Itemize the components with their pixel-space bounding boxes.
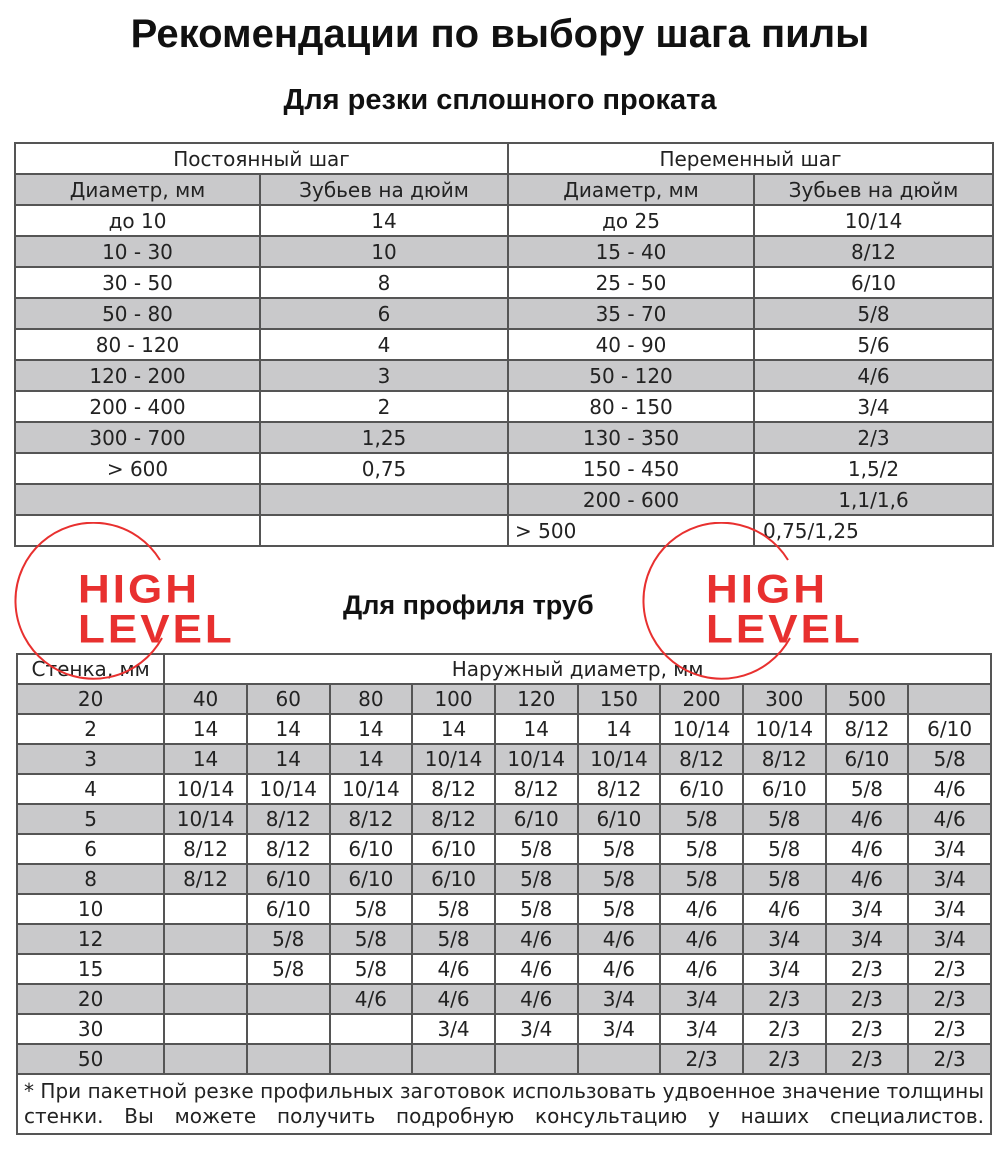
- column-header-row: [15, 174, 993, 205]
- teeth-value-cell: 5/8: [495, 894, 578, 924]
- constant-diameter-cell: 30 - 50: [15, 267, 260, 298]
- tube-profile-table: [16, 653, 992, 1135]
- outer-diameter-header: Наружный диаметр, мм: [164, 654, 991, 684]
- constant-teeth-cell: 0,75: [260, 453, 508, 484]
- diameter-header: Диаметр, мм: [15, 174, 260, 205]
- teeth-value-cell: 8/12: [412, 804, 495, 834]
- teeth-value-cell: 5/8: [330, 954, 413, 984]
- constant-diameter-cell: [15, 484, 260, 515]
- table-row: [15, 267, 993, 298]
- teeth-value-cell: 10/14: [164, 804, 247, 834]
- variable-diameter-cell: 200 - 600: [508, 484, 754, 515]
- teeth-value-cell: [247, 1014, 330, 1044]
- teeth-header: Зубьев на дюйм: [260, 174, 508, 205]
- teeth-value-cell: [164, 1044, 247, 1074]
- teeth-value-cell: 4/6: [743, 894, 826, 924]
- constant-teeth-cell: 8: [260, 267, 508, 298]
- teeth-value-cell: 2/3: [826, 954, 909, 984]
- constant-diameter-cell: 120 - 200: [15, 360, 260, 391]
- teeth-value-cell: 4/6: [660, 954, 743, 984]
- diameter-value-cell: 150: [578, 684, 661, 714]
- teeth-value-cell: 2/3: [743, 1044, 826, 1074]
- table-row: [15, 360, 993, 391]
- teeth-value-cell: 5/8: [660, 804, 743, 834]
- solid-stock-table: [14, 142, 994, 547]
- teeth-value-cell: 5/8: [660, 864, 743, 894]
- table-row: [15, 391, 993, 422]
- diameter-value-cell: [908, 684, 991, 714]
- variable-diameter-cell: 80 - 150: [508, 391, 754, 422]
- teeth-value-cell: 4/6: [412, 984, 495, 1014]
- teeth-value-cell: 5/8: [247, 924, 330, 954]
- teeth-value-cell: [330, 1014, 413, 1044]
- teeth-value-cell: [330, 1044, 413, 1074]
- teeth-value-cell: 5/8: [247, 954, 330, 984]
- teeth-value-cell: 4/6: [495, 924, 578, 954]
- table-row: [17, 804, 991, 834]
- diameter-value-cell: 100: [412, 684, 495, 714]
- variable-teeth-cell: 2/3: [754, 422, 993, 453]
- teeth-value-cell: 5/8: [412, 924, 495, 954]
- table-row: [17, 834, 991, 864]
- diameter-value-cell: 200: [660, 684, 743, 714]
- wall-thickness-cell: 12: [17, 924, 164, 954]
- teeth-value-cell: [247, 1044, 330, 1074]
- teeth-value-cell: 4/6: [495, 984, 578, 1014]
- teeth-value-cell: 10/14: [743, 714, 826, 744]
- table-row: [17, 774, 991, 804]
- table-row: [17, 714, 991, 744]
- teeth-value-cell: 2/3: [743, 984, 826, 1014]
- teeth-value-cell: 10/14: [247, 774, 330, 804]
- teeth-value-cell: 3/4: [578, 984, 661, 1014]
- logo-line-level: LEVEL: [706, 607, 863, 652]
- constant-pitch-header: Постоянный шаг: [15, 143, 508, 174]
- teeth-value-cell: 6/10: [660, 774, 743, 804]
- wall-header: Стенка, мм: [17, 654, 164, 684]
- constant-diameter-cell: 300 - 700: [15, 422, 260, 453]
- teeth-value-cell: 14: [495, 714, 578, 744]
- teeth-value-cell: 6/10: [330, 834, 413, 864]
- variable-teeth-cell: 0,75/1,25: [754, 515, 993, 546]
- teeth-value-cell: [578, 1044, 661, 1074]
- teeth-value-cell: 10/14: [578, 744, 661, 774]
- teeth-value-cell: 3/4: [660, 984, 743, 1014]
- teeth-value-cell: 6/10: [826, 744, 909, 774]
- group-header-row: [15, 143, 993, 174]
- table-row: [15, 453, 993, 484]
- teeth-value-cell: 14: [164, 714, 247, 744]
- constant-teeth-cell: 6: [260, 298, 508, 329]
- teeth-value-cell: 4/6: [578, 924, 661, 954]
- teeth-value-cell: 4/6: [495, 954, 578, 984]
- wall-thickness-cell: 6: [17, 834, 164, 864]
- diameter-value-cell: 80: [330, 684, 413, 714]
- teeth-value-cell: 2/3: [826, 1014, 909, 1044]
- teeth-value-cell: 14: [247, 714, 330, 744]
- variable-diameter-cell: 15 - 40: [508, 236, 754, 267]
- constant-teeth-cell: 10: [260, 236, 508, 267]
- teeth-value-cell: 14: [412, 714, 495, 744]
- teeth-value-cell: 5/8: [908, 744, 991, 774]
- teeth-value-cell: 2/3: [660, 1044, 743, 1074]
- footnote-row: [17, 1074, 991, 1134]
- teeth-value-cell: 10/14: [330, 774, 413, 804]
- teeth-value-cell: 8/12: [330, 804, 413, 834]
- teeth-value-cell: 4/6: [908, 774, 991, 804]
- variable-diameter-cell: 40 - 90: [508, 329, 754, 360]
- wall-thickness-cell: 4: [17, 774, 164, 804]
- wall-thickness-cell: 2: [17, 714, 164, 744]
- teeth-value-cell: 4/6: [826, 864, 909, 894]
- wall-thickness-cell: 20: [17, 984, 164, 1014]
- teeth-value-cell: 4/6: [660, 894, 743, 924]
- variable-diameter-cell: 25 - 50: [508, 267, 754, 298]
- teeth-value-cell: 6/10: [578, 804, 661, 834]
- teeth-value-cell: 8/12: [660, 744, 743, 774]
- teeth-value-cell: [247, 984, 330, 1014]
- teeth-value-cell: 14: [164, 744, 247, 774]
- diameter-value-cell: 60: [247, 684, 330, 714]
- wall-thickness-cell: 8: [17, 864, 164, 894]
- variable-diameter-cell: 50 - 120: [508, 360, 754, 391]
- logo-line-high: HIGH: [78, 567, 200, 612]
- variable-diameter-cell: 150 - 450: [508, 453, 754, 484]
- teeth-value-cell: 10/14: [495, 744, 578, 774]
- diameter-value-cell: 40: [164, 684, 247, 714]
- footnote: * При пакетной резке профильных заготовок использовать удвоенное значение толщины стенки. Вы можете получить подробную консультацию у наших специалистов.: [17, 1074, 991, 1134]
- teeth-value-cell: [412, 1044, 495, 1074]
- constant-diameter-cell: 80 - 120: [15, 329, 260, 360]
- constant-teeth-cell: 3: [260, 360, 508, 391]
- table-row: [17, 954, 991, 984]
- diameter-value-cell: 500: [826, 684, 909, 714]
- teeth-value-cell: 5/8: [330, 924, 413, 954]
- teeth-value-cell: 2/3: [908, 954, 991, 984]
- table-row: [17, 1044, 991, 1074]
- logo-line-high: HIGH: [706, 567, 828, 612]
- wall-thickness-cell: 50: [17, 1044, 164, 1074]
- wall-thickness-cell: 5: [17, 804, 164, 834]
- wall-thickness-cell: 30: [17, 1014, 164, 1044]
- teeth-value-cell: 2/3: [908, 1014, 991, 1044]
- table-row: [17, 924, 991, 954]
- table-row: [17, 894, 991, 924]
- teeth-value-cell: 14: [330, 744, 413, 774]
- constant-teeth-cell: [260, 484, 508, 515]
- teeth-value-cell: 6/10: [412, 864, 495, 894]
- table-row: [15, 484, 993, 515]
- variable-teeth-cell: 10/14: [754, 205, 993, 236]
- teeth-value-cell: 5/8: [578, 864, 661, 894]
- teeth-value-cell: 6/10: [495, 804, 578, 834]
- teeth-value-cell: 14: [578, 714, 661, 744]
- variable-teeth-cell: 4/6: [754, 360, 993, 391]
- variable-teeth-cell: 8/12: [754, 236, 993, 267]
- teeth-value-cell: 2/3: [908, 1044, 991, 1074]
- teeth-header: Зубьев на дюйм: [754, 174, 993, 205]
- constant-teeth-cell: 14: [260, 205, 508, 236]
- table-row: [17, 1014, 991, 1044]
- teeth-value-cell: 6/10: [247, 864, 330, 894]
- teeth-value-cell: 4/6: [826, 834, 909, 864]
- teeth-value-cell: 5/8: [743, 864, 826, 894]
- teeth-value-cell: 5/8: [826, 774, 909, 804]
- teeth-value-cell: 3/4: [826, 894, 909, 924]
- teeth-value-cell: 5/8: [412, 894, 495, 924]
- teeth-value-cell: 14: [247, 744, 330, 774]
- teeth-value-cell: 6/10: [247, 894, 330, 924]
- variable-diameter-cell: до 25: [508, 205, 754, 236]
- teeth-value-cell: 5/8: [578, 834, 661, 864]
- teeth-value-cell: 6/10: [412, 834, 495, 864]
- variable-teeth-cell: 3/4: [754, 391, 993, 422]
- teeth-value-cell: 5/8: [330, 894, 413, 924]
- teeth-value-cell: 8/12: [743, 744, 826, 774]
- variable-teeth-cell: 6/10: [754, 267, 993, 298]
- teeth-value-cell: 5/8: [743, 804, 826, 834]
- teeth-value-cell: 8/12: [826, 714, 909, 744]
- teeth-value-cell: 5/8: [578, 894, 661, 924]
- constant-diameter-cell: 200 - 400: [15, 391, 260, 422]
- watermark-logo-right: [706, 567, 863, 652]
- table-row: [15, 205, 993, 236]
- variable-diameter-cell: 35 - 70: [508, 298, 754, 329]
- teeth-value-cell: 5/8: [743, 834, 826, 864]
- table-row: [17, 744, 991, 774]
- teeth-value-cell: 3/4: [908, 864, 991, 894]
- teeth-value-cell: 3/4: [412, 1014, 495, 1044]
- teeth-value-cell: 10/14: [164, 774, 247, 804]
- constant-diameter-cell: до 10: [15, 205, 260, 236]
- teeth-value-cell: 3/4: [826, 924, 909, 954]
- wall-thickness-cell: 3: [17, 744, 164, 774]
- teeth-value-cell: 10/14: [660, 714, 743, 744]
- constant-diameter-cell: 10 - 30: [15, 236, 260, 267]
- page-title: Рекомендации по выбору шага пилы: [130, 12, 870, 56]
- teeth-value-cell: [164, 954, 247, 984]
- teeth-value-cell: 8/12: [247, 804, 330, 834]
- table-row: [17, 984, 991, 1014]
- diameter-header: Диаметр, мм: [508, 174, 754, 205]
- teeth-value-cell: 3/4: [660, 1014, 743, 1044]
- teeth-value-cell: 4/6: [330, 984, 413, 1014]
- teeth-value-cell: 8/12: [578, 774, 661, 804]
- constant-teeth-cell: 4: [260, 329, 508, 360]
- teeth-value-cell: 4/6: [908, 804, 991, 834]
- constant-teeth-cell: 2: [260, 391, 508, 422]
- teeth-value-cell: 8/12: [247, 834, 330, 864]
- teeth-value-cell: 6/10: [743, 774, 826, 804]
- variable-diameter-cell: > 500: [508, 515, 754, 546]
- table-row: [15, 236, 993, 267]
- constant-teeth-cell: 1,25: [260, 422, 508, 453]
- table-row: [15, 422, 993, 453]
- table-row: [15, 298, 993, 329]
- teeth-value-cell: 3/4: [578, 1014, 661, 1044]
- teeth-value-cell: 8/12: [164, 834, 247, 864]
- diameter-value-cell: 20: [17, 684, 164, 714]
- teeth-value-cell: 4/6: [660, 924, 743, 954]
- constant-teeth-cell: [260, 515, 508, 546]
- teeth-value-cell: 3/4: [495, 1014, 578, 1044]
- solid-section-heading: Для резки сплошного проката: [283, 84, 717, 116]
- constant-diameter-cell: 50 - 80: [15, 298, 260, 329]
- variable-teeth-cell: 5/6: [754, 329, 993, 360]
- wall-thickness-cell: 15: [17, 954, 164, 984]
- teeth-value-cell: [164, 924, 247, 954]
- watermark-logo-left: [78, 567, 235, 652]
- constant-diameter-cell: > 600: [15, 453, 260, 484]
- teeth-value-cell: [495, 1044, 578, 1074]
- variable-teeth-cell: 1,5/2: [754, 453, 993, 484]
- teeth-value-cell: 5/8: [495, 834, 578, 864]
- tube-section-heading: Для профиля труб: [343, 590, 594, 620]
- teeth-value-cell: 8/12: [495, 774, 578, 804]
- variable-pitch-header: Переменный шаг: [508, 143, 993, 174]
- teeth-value-cell: [164, 1014, 247, 1044]
- diameter-value-cell: 120: [495, 684, 578, 714]
- teeth-value-cell: 3/4: [908, 924, 991, 954]
- teeth-value-cell: 3/4: [908, 834, 991, 864]
- logo-line-level: LEVEL: [78, 607, 235, 652]
- teeth-value-cell: [164, 894, 247, 924]
- teeth-value-cell: 3/4: [743, 924, 826, 954]
- teeth-value-cell: 8/12: [412, 774, 495, 804]
- teeth-value-cell: 8/12: [164, 864, 247, 894]
- teeth-value-cell: 4/6: [826, 804, 909, 834]
- teeth-value-cell: 14: [330, 714, 413, 744]
- teeth-value-cell: 5/8: [660, 834, 743, 864]
- teeth-value-cell: 5/8: [495, 864, 578, 894]
- teeth-value-cell: 10/14: [412, 744, 495, 774]
- teeth-value-cell: 4/6: [578, 954, 661, 984]
- table-row: [15, 329, 993, 360]
- variable-diameter-cell: 130 - 350: [508, 422, 754, 453]
- table-row: [17, 864, 991, 894]
- teeth-value-cell: 4/6: [412, 954, 495, 984]
- teeth-value-cell: 2/3: [826, 984, 909, 1014]
- variable-teeth-cell: 5/8: [754, 298, 993, 329]
- teeth-value-cell: 3/4: [908, 894, 991, 924]
- teeth-value-cell: 6/10: [330, 864, 413, 894]
- wall-thickness-cell: 10: [17, 894, 164, 924]
- teeth-value-cell: 3/4: [743, 954, 826, 984]
- teeth-value-cell: [164, 984, 247, 1014]
- teeth-value-cell: 6/10: [908, 714, 991, 744]
- diameter-value-cell: 300: [743, 684, 826, 714]
- teeth-value-cell: 2/3: [743, 1014, 826, 1044]
- teeth-value-cell: 2/3: [908, 984, 991, 1014]
- variable-teeth-cell: 1,1/1,6: [754, 484, 993, 515]
- teeth-value-cell: 2/3: [826, 1044, 909, 1074]
